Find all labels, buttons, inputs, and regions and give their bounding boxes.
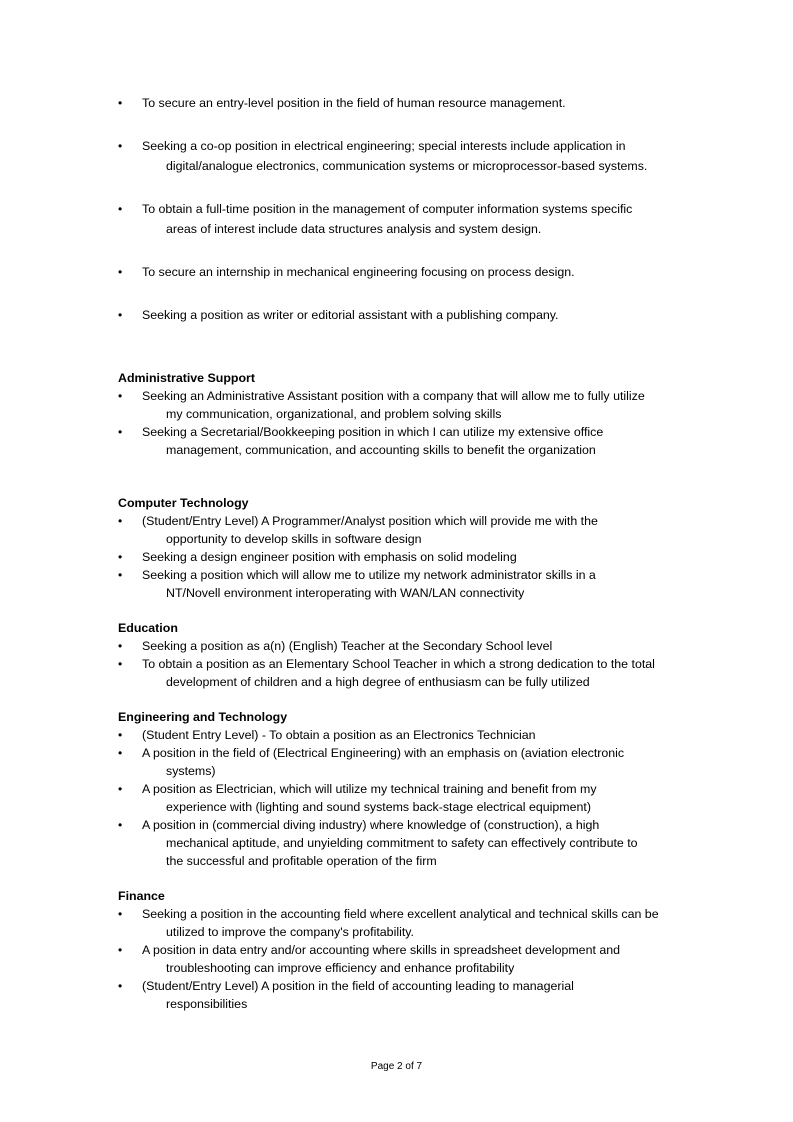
item-text: To obtain a position as an Elementary School Teacher in which a strong dedication to the total: [142, 657, 655, 671]
item-text-continued: development of children and a high degree of enthusiasm can be fully utilized: [166, 675, 590, 689]
list-item: [118, 136, 718, 176]
list-item: [118, 941, 718, 977]
item-text-continued: experience with (lighting and sound systems back-stage electrical equipment): [166, 800, 591, 814]
bullet: •: [118, 308, 123, 322]
section-finance: [118, 887, 718, 1013]
bullet: •: [118, 782, 123, 796]
item-text: To secure an entry-level position in the field of human resource management.: [142, 96, 566, 110]
item-text-continued: troubleshooting can improve efficiency and enhance profitability: [166, 961, 515, 975]
list-item: [118, 977, 718, 1013]
list-item: [118, 387, 718, 423]
item-text: To secure an internship in mechanical engineering focusing on process design.: [142, 265, 575, 279]
bullet: •: [118, 943, 123, 957]
bullet: •: [118, 639, 123, 653]
bullet: •: [118, 568, 123, 582]
list-item: [118, 780, 718, 816]
bullet: •: [118, 979, 123, 993]
item-text: (Student Entry Level) - To obtain a position as an Electronics Technician: [142, 728, 536, 742]
bullet: •: [118, 746, 123, 760]
section-engineering-and-technology: [118, 708, 718, 870]
list-item: [118, 637, 718, 655]
objective-sections: [118, 369, 718, 1030]
bullet: •: [118, 202, 123, 216]
section-heading: Engineering and Technology: [118, 710, 288, 724]
item-text-continued: opportunity to develop skills in software design: [166, 532, 422, 546]
item-text: Seeking a Secretarial/Bookkeeping position in which I can utilize my extensive office: [142, 425, 604, 439]
item-text: A position in the field of (Electrical Engineering) with an emphasis on (aviation electronic: [142, 746, 625, 760]
item-text-continued: digital/analogue electronics, communication systems or microprocessor-based systems.: [166, 159, 648, 173]
section-heading: Computer Technology: [118, 496, 249, 510]
item-text: Seeking a design engineer position with emphasis on solid modeling: [142, 550, 517, 564]
list-item: [118, 512, 718, 548]
item-text: (Student/Entry Level) A Programmer/Analyst position which will provide me with the: [142, 514, 598, 528]
item-text: Seeking a position in the accounting field where excellent analytical and technical skills can be: [142, 907, 659, 921]
list-item: [118, 423, 718, 459]
bullet: •: [118, 818, 123, 832]
section-education: [118, 619, 718, 691]
item-text: Seeking a position as a(n) (English) Teacher at the Secondary School level: [142, 639, 553, 653]
item-text: Seeking a co-op position in electrical engineering; special interests include application in: [142, 139, 626, 153]
bullet: •: [118, 389, 123, 403]
section-heading: Finance: [118, 889, 165, 903]
bullet: •: [118, 514, 123, 528]
list-item: [118, 262, 718, 282]
item-text-continued: my communication, organizational, and problem solving skills: [166, 407, 502, 421]
item-text-continued: the successful and profitable operation of the firm: [166, 854, 437, 868]
item-text-continued: utilized to improve the company's profitability.: [166, 925, 414, 939]
bullet: •: [118, 96, 123, 110]
item-text-continued: mechanical aptitude, and unyielding commitment to safety can effectively contribute to: [166, 836, 638, 850]
item-text: (Student/Entry Level) A position in the field of accounting leading to managerial: [142, 979, 574, 993]
bullet: •: [118, 550, 123, 564]
item-text: Seeking an Administrative Assistant position with a company that will allow me to fully utilize: [142, 389, 645, 403]
page-number-footer: Page 2 of 7: [370, 1061, 423, 1072]
item-text-continued: responsibilities: [166, 997, 248, 1011]
section-heading: Education: [118, 621, 178, 635]
item-text: To obtain a full-time position in the management of computer information systems specific: [142, 202, 633, 216]
bullet: •: [118, 265, 123, 279]
list-item: [118, 726, 718, 744]
list-item: [118, 655, 718, 691]
bullet: •: [118, 728, 123, 742]
list-item: [118, 305, 718, 325]
item-text-continued: systems): [166, 764, 216, 778]
bullet: •: [118, 425, 123, 439]
item-text: A position in (commercial diving industry) where knowledge of (construction), a high: [142, 818, 600, 832]
item-text: Seeking a position as writer or editorial assistant with a publishing company.: [142, 308, 559, 322]
list-item: [118, 816, 718, 870]
bullet: •: [118, 907, 123, 921]
item-text-continued: NT/Novell environment interoperating with WAN/LAN connectivity: [166, 586, 525, 600]
list-item: [118, 199, 718, 239]
item-text: A position in data entry and/or accounting where skills in spreadsheet development and: [142, 943, 621, 957]
item-text: A position as Electrician, which will utilize my technical training and benefit from my: [142, 782, 597, 796]
bullet: •: [118, 139, 123, 153]
section-administrative-support: [118, 369, 718, 459]
list-item: [118, 744, 718, 780]
objective-list-intro: [118, 93, 718, 348]
list-item: [118, 93, 718, 113]
list-item: [118, 548, 718, 566]
list-item: [118, 905, 718, 941]
item-text: Seeking a position which will allow me to utilize my network administrator skills in a: [142, 568, 596, 582]
section-computer-technology: [118, 494, 718, 602]
list-item: [118, 566, 718, 602]
section-heading: Administrative Support: [118, 371, 255, 385]
item-text-continued: areas of interest include data structures analysis and system design.: [166, 222, 542, 236]
item-text-continued: management, communication, and accounting skills to benefit the organization: [166, 443, 596, 457]
bullet: •: [118, 657, 123, 671]
